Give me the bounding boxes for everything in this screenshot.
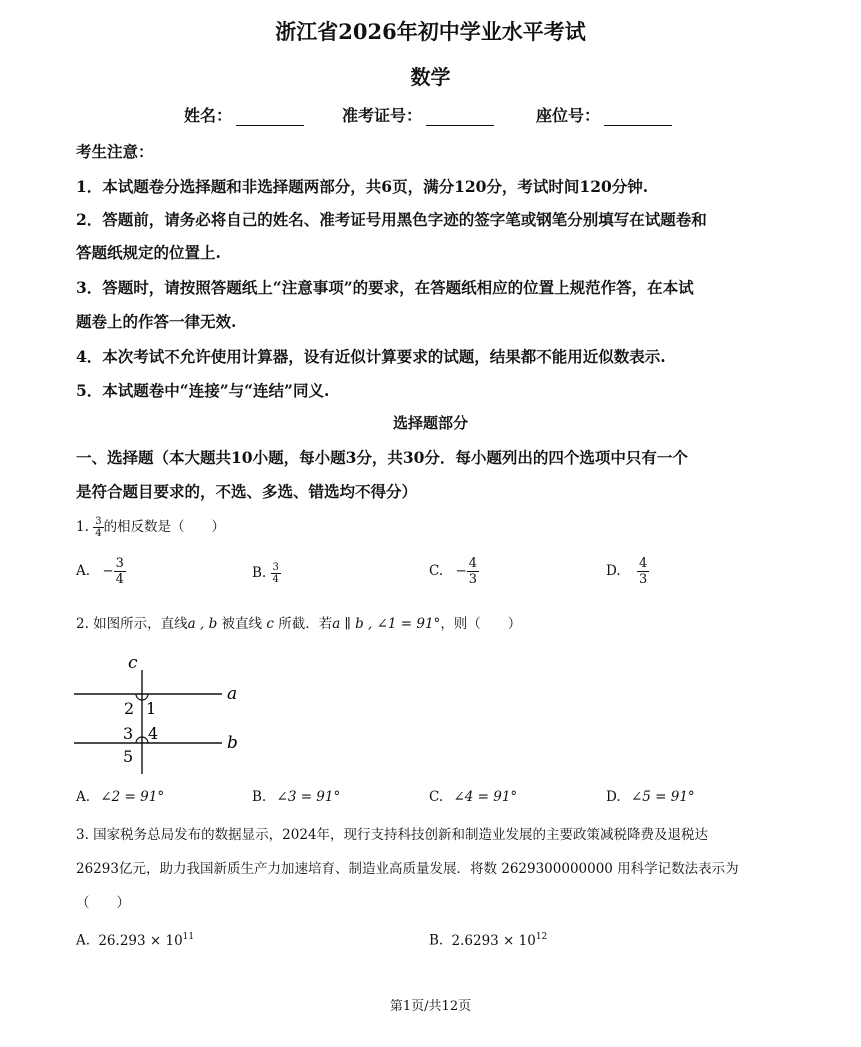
q1-option-b[interactable]: B. $\frac{3}{4}$ [252,562,279,585]
subject-title: 数学 [410,65,451,89]
q1-c-fraction: $\frac{4}{3}$ [468,556,478,587]
seat-field [536,103,672,126]
q1-option-a[interactable]: A. − $\frac{3}{4}$ [76,556,124,587]
exam-id-blank [426,109,494,126]
angle-label-2: 2 [124,699,135,718]
q1-a-fraction: $\frac{3}{4}$ [115,556,124,587]
angle-label-5: 5 [123,747,134,766]
q3-option-a[interactable]: A. $26.293 \times 10^{11}$ [76,932,195,949]
section-intro-line-1: 一、选择题（本大题共10小题，每小题3分，共30分．每小题列出的四个选项中只有一个 [76,448,688,467]
notes-heading: 考生注意： [76,142,154,161]
question-3-line-2: 26293亿元，助力我国新质生产力加速培育、制造业高质量发展．将数 2629300000000 用科学记数法表示为 [76,861,739,877]
section-heading: 选择题部分 [392,414,468,432]
note-2-line-1: 2．答题前，请务必将自己的姓名、准考证号用黑色字迹的签字笔或钢笔分别填写在试题卷和 [76,210,707,229]
q2-option-c[interactable]: C. ∠4 = 91° [429,789,518,805]
q1-option-d[interactable]: D. $\frac{4}{3}$ [606,556,648,587]
exam-title: 浙江省2026年初中学业水平考试 [275,19,586,44]
angle-label-1: 1 [146,699,157,718]
note-1: 1．本试题卷分选择题和非选择题两部分，共6页，满分120分，考试时间120分钟. [76,177,649,196]
parallel-lines-figure [70,650,270,780]
page-footer: 第1页/共12页 [389,999,472,1014]
note-3-line-1: 3．答题时，请按照答题纸上“注意事项”的要求，在答题纸相应的位置上规范作答，在本试 [76,278,694,297]
label-a: a [227,684,238,704]
section-intro-line-2: 是符合题目要求的，不选、多选、错选均不得分） [76,482,418,501]
name-field [184,103,304,126]
q1-d-fraction: $\frac{4}{3}$ [638,556,648,587]
q1-b-fraction: $\frac{3}{4}$ [272,562,279,585]
label-c: c [128,653,138,673]
q1-fraction: $\frac{3}{4}$ [95,516,102,539]
label-b: b [227,733,238,753]
note-5: 5．本试题卷中“连接”与“连结”同义. [76,381,330,400]
q2-option-d[interactable]: D. ∠5 = 91° [606,789,695,805]
q2-option-a[interactable]: A. ∠2 = 91° [76,789,165,805]
q1-stem-text: 的相反数是（ ） [103,519,226,535]
q2-option-b[interactable]: B. ∠3 = 91° [252,789,341,805]
q1-option-c[interactable]: C. − $\frac{4}{3}$ [429,556,478,587]
exam-id-field [342,103,494,126]
q1-number: 1. [76,519,89,535]
question-2-stem: 2. 如图所示，直线a , b 被直线 c 所截．若a ∥ b , ∠1 = 91°，则（ ） [76,616,522,632]
seat-blank [604,109,672,126]
note-3-line-2: 题卷上的作答一律无效. [76,312,237,331]
exam-id-label: 准考证号： [342,106,423,125]
note-2-line-2: 答题纸规定的位置上. [76,243,221,262]
angle-label-3: 3 [123,724,134,743]
question-3-line-3: （ ） [76,895,130,911]
seat-label: 座位号： [536,106,601,125]
note-4: 4．本次考试不允许使用计算器，设有近似计算要求的试题，结果都不能用近似数表示. [76,347,666,366]
name-blank [236,109,304,126]
angle-label-4: 4 [148,724,159,743]
question-1-stem [76,515,225,539]
q3-option-b[interactable]: B. $2.6293 \times 10^{12}$ [429,932,548,949]
name-label: 姓名： [184,106,233,125]
question-3-line-1: 3. 国家税务总局发布的数据显示，2024年，现行支持科技创新和制造业发展的主要政策减税降费及退税达 [76,827,709,843]
